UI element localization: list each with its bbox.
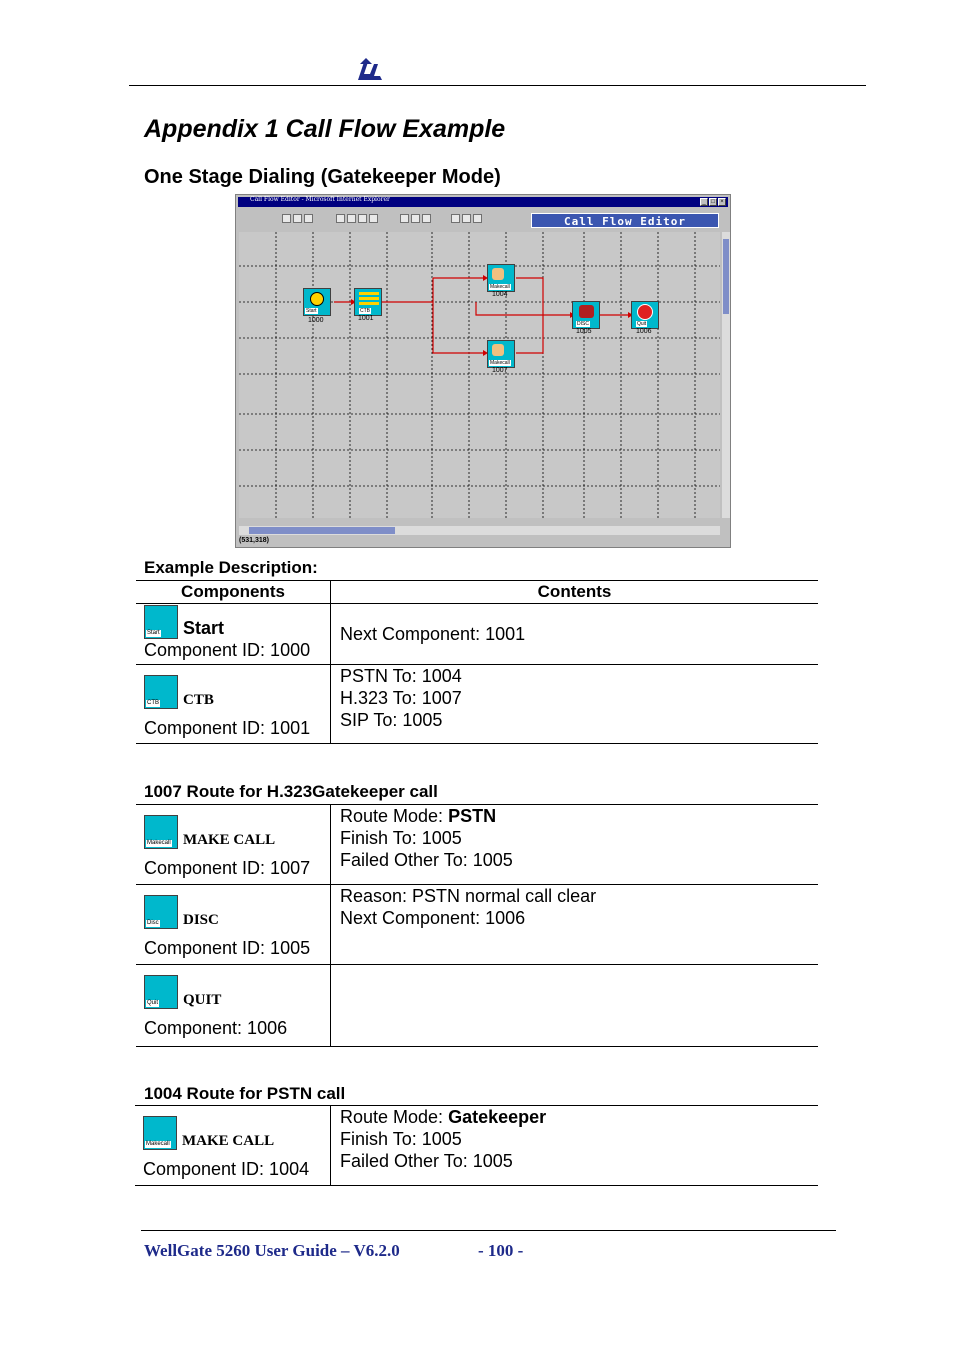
- node-label: CTB: [360, 308, 370, 314]
- node-id: 1006: [636, 328, 652, 335]
- zoom-icon[interactable]: [451, 214, 460, 223]
- content-line: Reason: PSTN normal call clear: [340, 886, 597, 906]
- node-id: 1004: [492, 291, 508, 298]
- minimize-icon[interactable]: _: [700, 198, 708, 206]
- ctb-icon: [144, 675, 178, 709]
- icon-label: CTB: [147, 700, 159, 706]
- window-title: Call Flow Editor - Microsoft Internet Explorer: [250, 196, 390, 203]
- component-name: Start: [183, 618, 225, 638]
- route-1004-heading: 1004 Route for PSTN call: [144, 1084, 346, 1103]
- content-line: H.323 To: 1007: [340, 688, 462, 708]
- editor-toolbar: [238, 208, 728, 230]
- example-table: [136, 580, 818, 744]
- new-icon[interactable]: [282, 214, 291, 223]
- start-icon: [144, 605, 178, 639]
- content-line: Failed Other To: 1005: [340, 850, 513, 870]
- cut-icon[interactable]: [336, 214, 345, 223]
- table-row: [136, 805, 818, 885]
- component-id: Component ID: 1004: [143, 1159, 310, 1179]
- grid-icon[interactable]: [462, 214, 471, 223]
- component-id: Component: 1006: [144, 1018, 288, 1038]
- route-1007-heading: 1007 Route for H.323Gatekeeper call: [144, 782, 438, 801]
- pen-icon[interactable]: [411, 214, 420, 223]
- stop-icon: [637, 304, 653, 320]
- table-row: [136, 604, 818, 665]
- pointer-icon[interactable]: [400, 214, 409, 223]
- icon-label: Makecall: [147, 840, 171, 846]
- example-heading: Example Description:: [144, 558, 318, 577]
- route-1004-table: [135, 1105, 818, 1186]
- component-id: Component ID: 1005: [144, 938, 311, 958]
- content-line: SIP To: 1005: [340, 710, 443, 730]
- save-icon[interactable]: [304, 214, 313, 223]
- flow-node-makecall-1007[interactable]: [487, 340, 515, 368]
- brand-text: Call Flow Editor: [564, 215, 686, 228]
- section-title: One Stage Dialing (Gatekeeper Mode): [144, 166, 501, 188]
- settings-icon[interactable]: [473, 214, 482, 223]
- node-label: DISC: [577, 321, 589, 327]
- flow-node-ctb[interactable]: [354, 288, 382, 316]
- phone-icon: [579, 305, 594, 318]
- content-line: Finish To: 1005: [340, 1129, 462, 1149]
- makecall-icon: [143, 1116, 177, 1150]
- node-label: Makecall: [490, 360, 510, 366]
- contents-cell: [331, 604, 819, 665]
- content-line: PSTN To: 1004: [340, 666, 462, 686]
- page-number: - 100 -: [478, 1241, 524, 1260]
- makecall-icon: [144, 815, 178, 849]
- disc-icon: [144, 895, 178, 929]
- content-line: Next Component: 1006: [340, 908, 526, 928]
- component-name: QUIT: [183, 992, 222, 1008]
- footer-rule: [141, 1230, 836, 1231]
- column-header: Contents: [331, 581, 819, 604]
- flow-node-makecall-1004[interactable]: [487, 264, 515, 292]
- node-id: 1001: [358, 315, 374, 322]
- paste-icon[interactable]: [358, 214, 367, 223]
- component-name: DISC: [183, 912, 219, 928]
- horizontal-scrollbar[interactable]: [239, 526, 720, 535]
- contents-cell: [331, 665, 819, 744]
- flow-diagram: [239, 232, 720, 518]
- copy-icon[interactable]: [347, 214, 356, 223]
- route-1007-table: [136, 804, 818, 1047]
- component-id: Component ID: 1007: [144, 858, 311, 878]
- company-logo-icon: [356, 58, 384, 82]
- flow-canvas[interactable]: [239, 232, 720, 518]
- delete-icon[interactable]: [369, 214, 378, 223]
- node-id: 1005: [576, 328, 592, 335]
- component-id: Component ID: 1001: [144, 718, 311, 738]
- component-name: MAKE CALL: [182, 1133, 275, 1149]
- page-title: Appendix 1 Call Flow Example: [144, 115, 506, 143]
- contents-cell: [331, 965, 819, 1047]
- maximize-icon[interactable]: □: [709, 198, 717, 206]
- node-id: 1000: [308, 317, 324, 324]
- brand-banner: [531, 213, 719, 228]
- route-mode-value: PSTN: [448, 806, 497, 826]
- start-icon: [310, 292, 324, 306]
- call-flow-editor-screenshot: [235, 194, 731, 548]
- open-icon[interactable]: [293, 214, 302, 223]
- hand-phone-icon: [492, 268, 504, 280]
- header-rule: [129, 85, 866, 86]
- ctb-icon: [359, 292, 379, 306]
- table-row: [136, 965, 818, 1047]
- close-icon[interactable]: ×: [718, 198, 726, 206]
- icon-label: Makecall: [146, 1141, 170, 1147]
- contents-cell: [331, 885, 819, 965]
- icon-label: Start: [147, 630, 160, 636]
- route-mode-label: Route Mode:: [340, 806, 449, 826]
- window-titlebar: [238, 197, 728, 207]
- content-line: Failed Other To: 1005: [340, 1151, 513, 1171]
- content-line: Next Component: 1001: [340, 624, 526, 644]
- route-mode-value: Gatekeeper: [448, 1107, 547, 1127]
- coordinate-readout: (531,318): [239, 537, 269, 544]
- scroll-thumb[interactable]: [723, 239, 729, 314]
- vertical-scrollbar[interactable]: [722, 232, 730, 518]
- flow-node-disc[interactable]: [572, 301, 600, 329]
- contents-cell: [331, 1106, 819, 1186]
- table-row: [136, 885, 818, 965]
- icon-label: Quit: [147, 1000, 159, 1006]
- icon-label: Disc: [147, 920, 159, 926]
- node-id: 1007: [492, 367, 508, 374]
- table-row: [135, 1106, 818, 1186]
- component-name: MAKE CALL: [183, 832, 276, 848]
- component-name: CTB: [183, 692, 214, 708]
- node-label: Start: [306, 308, 317, 314]
- scroll-thumb[interactable]: [249, 527, 395, 534]
- content-line: Finish To: 1005: [340, 828, 462, 848]
- flow-node-start[interactable]: [303, 288, 331, 316]
- route-mode-label: Route Mode:: [340, 1107, 449, 1127]
- hand-icon[interactable]: [422, 214, 431, 223]
- column-header: Components: [136, 581, 331, 604]
- flow-node-quit[interactable]: [631, 301, 659, 329]
- table-row: [136, 665, 818, 744]
- node-label: Quit: [637, 321, 647, 327]
- hand-phone-icon: [492, 344, 504, 356]
- node-label: Makecall: [490, 284, 510, 290]
- component-id: Component ID: 1000: [144, 640, 311, 660]
- contents-cell: [331, 805, 819, 885]
- quit-icon: [144, 975, 178, 1009]
- footer-guide-title: WellGate 5260 User Guide – V6.2.0: [144, 1241, 400, 1260]
